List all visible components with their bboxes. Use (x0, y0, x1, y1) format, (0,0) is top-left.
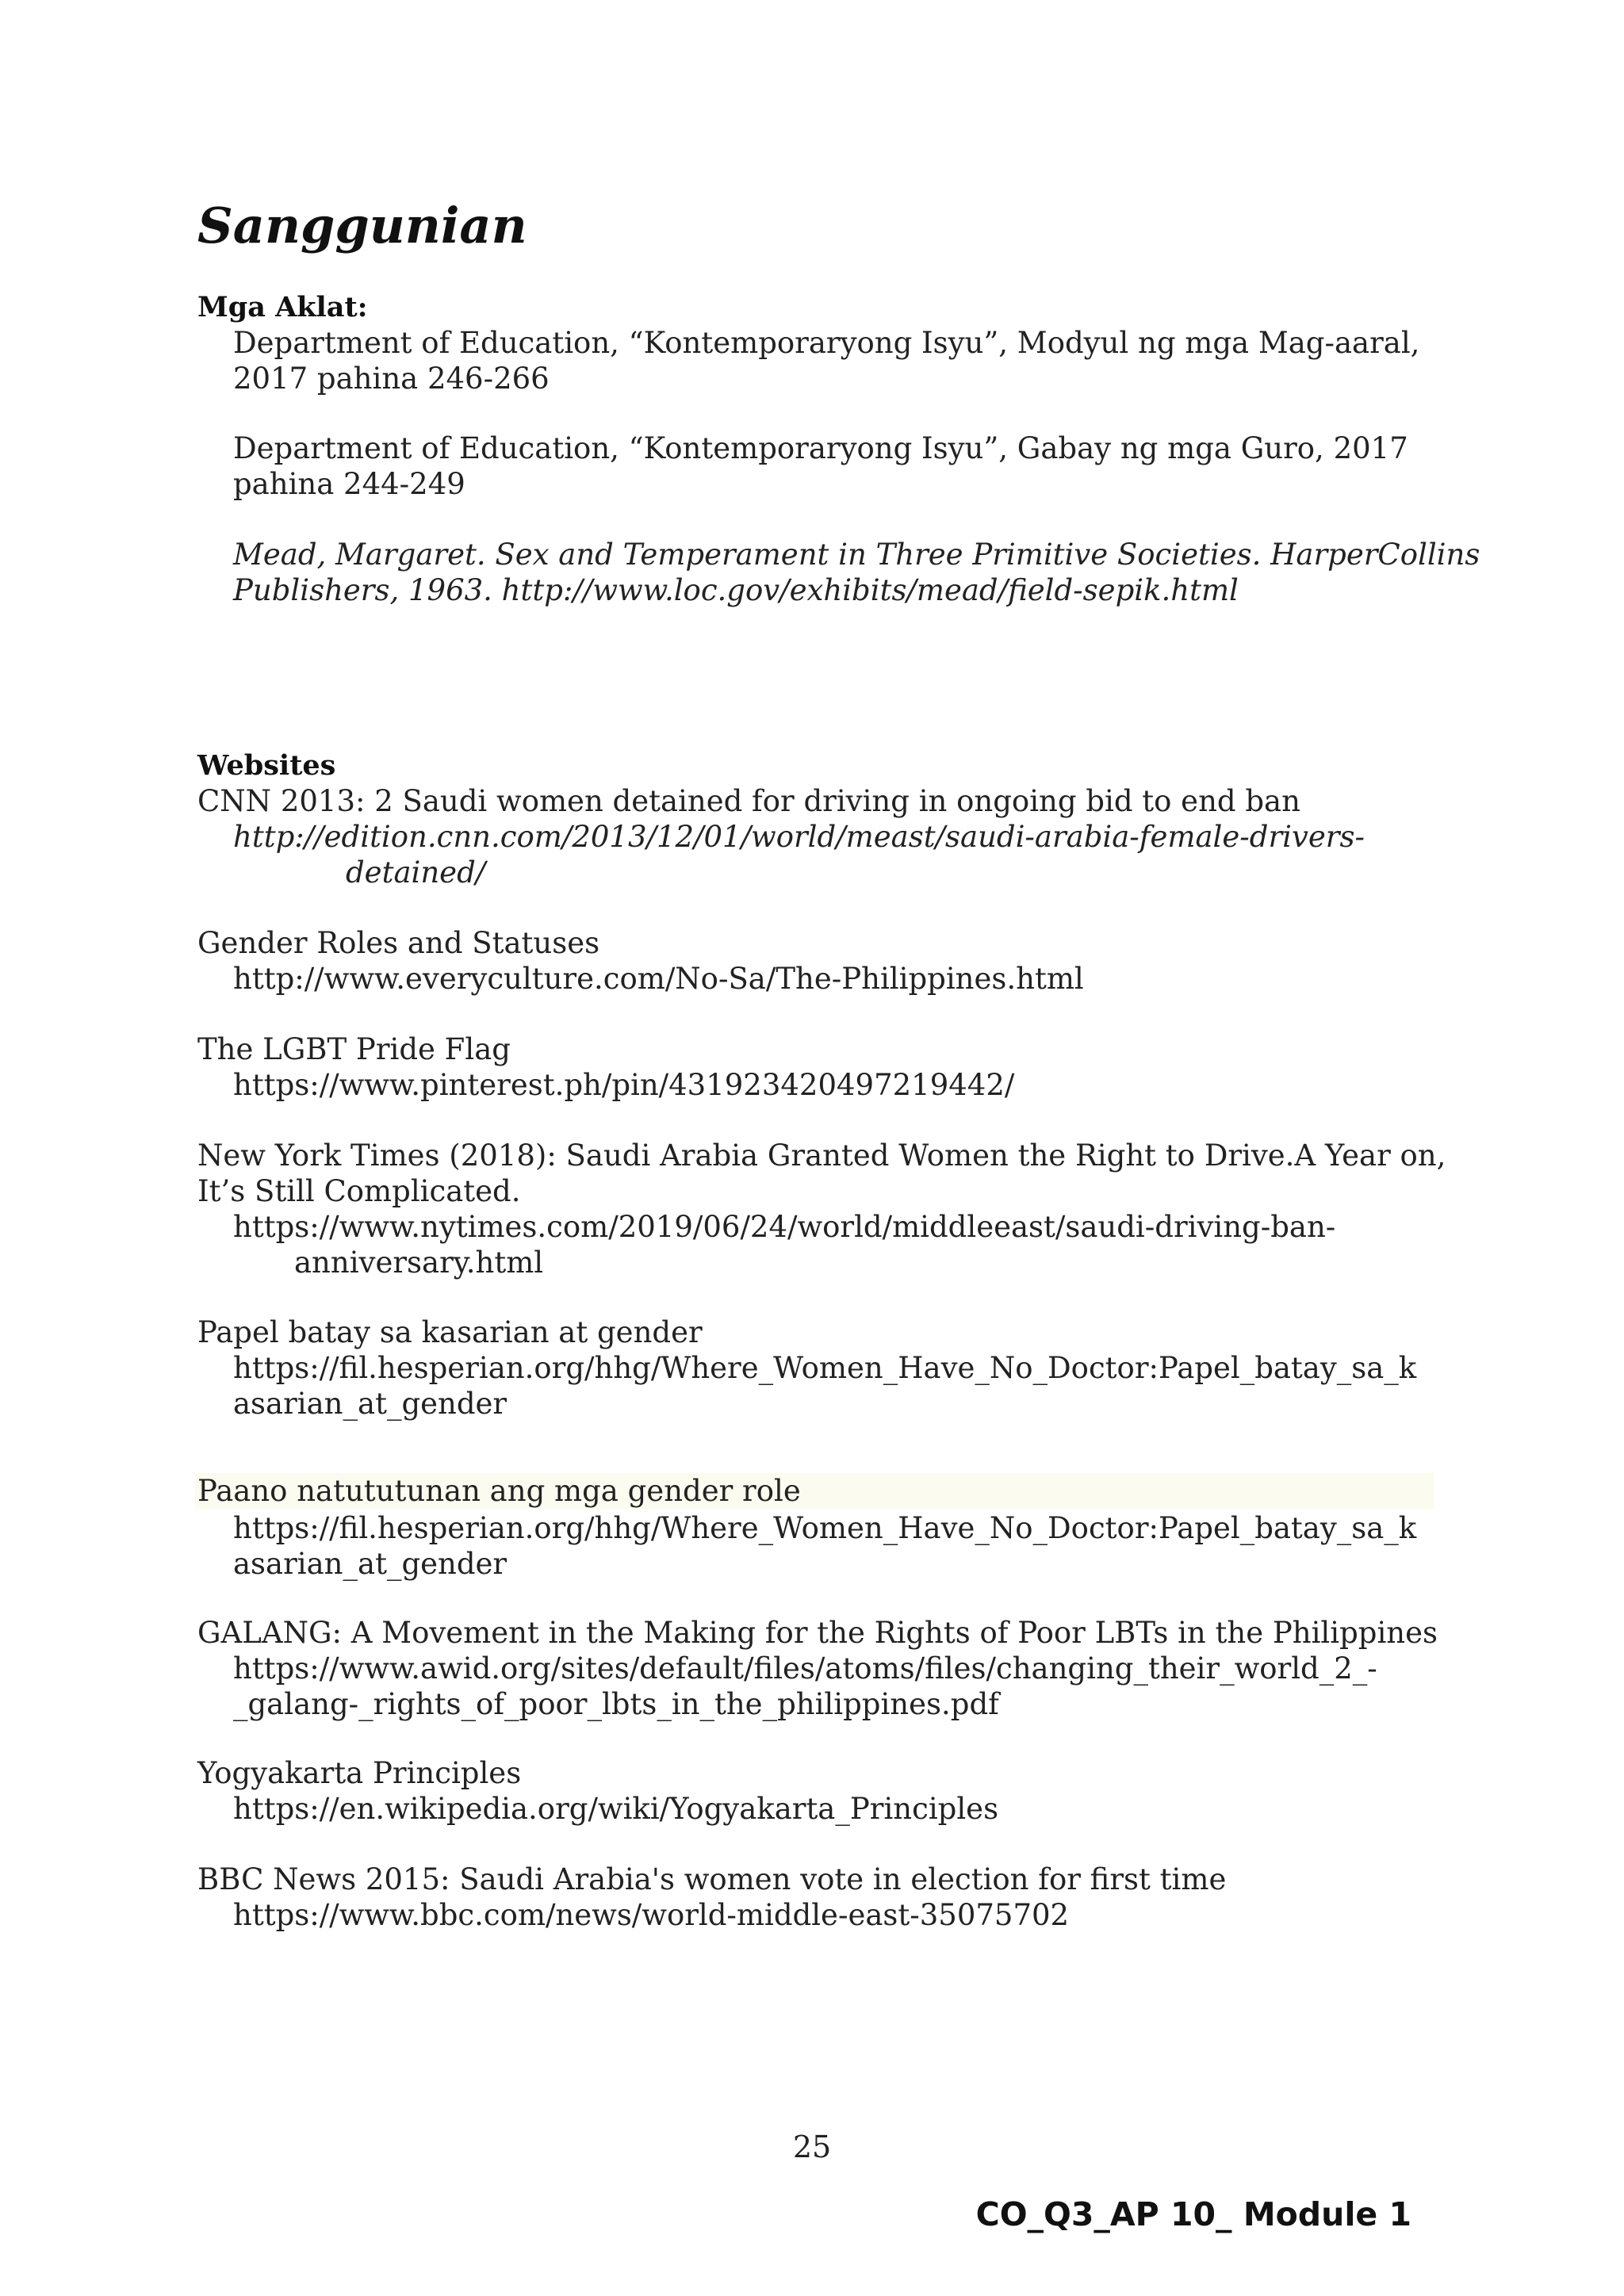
website-url: https://www.pinterest.ph/pin/431923420497219442/ (233, 1068, 1015, 1102)
website-title: Yogyakarta Principles (197, 1756, 522, 1790)
website-url: https://en.wikipedia.org/wiki/Yogyakarta_Principles (233, 1792, 999, 1826)
book-entry (233, 325, 1419, 396)
websites-heading: Websites (197, 749, 336, 782)
website-title: Papel batay sa kasarian at gender (197, 1315, 703, 1349)
book-entry-line: Department of Education, “Kontemporaryong Isyu”, Gabay ng mga Guro, 2017 (233, 431, 1408, 465)
website-url: https://www.bbc.com/news/world-middle-east-35075702 (233, 1898, 1070, 1932)
website-url: http://edition.cnn.com/2013/12/01/world/meast/saudi-arabia-female-drivers- (233, 820, 1365, 854)
book-entry-line: pahina 244-249 (233, 467, 465, 501)
website-url: https://www.awid.org/sites/default/files/atoms/files/changing_their_world_2_- (233, 1651, 1377, 1686)
website-url: https://www.nytimes.com/2019/06/24/world/middleeast/saudi-driving-ban- (233, 1210, 1336, 1244)
website-title: New York Times (2018): Saudi Arabia Granted Women the Right to Drive.A Year on, (197, 1138, 1446, 1173)
website-title: The LGBT Pride Flag (197, 1032, 511, 1066)
book-entry (233, 537, 1480, 608)
books-heading: Mga Aklat: (197, 291, 368, 323)
website-title: Paano natututunan ang mga gender role (197, 1474, 801, 1508)
website-title: GALANG: A Movement in the Making for the Rights of Poor LBTs in the Philippines (197, 1616, 1438, 1650)
website-title: Gender Roles and Statuses (197, 926, 600, 960)
website-url: anniversary.html (294, 1246, 544, 1280)
website-url: http://www.everyculture.com/No-Sa/The-Philippines.html (233, 962, 1084, 996)
website-url: https://fil.hesperian.org/hhg/Where_Women_Have_No_Doctor:Papel_batay_sa_k (233, 1511, 1417, 1545)
book-entry (233, 430, 1408, 502)
website-title: BBC News 2015: Saudi Arabia's women vote in election for first time (197, 1862, 1227, 1896)
book-entry-line: 2017 pahina 246-266 (233, 362, 550, 396)
website-url: https://fil.hesperian.org/hhg/Where_Women_Have_No_Doctor:Papel_batay_sa_k (233, 1351, 1417, 1385)
page-number: 25 (792, 2130, 832, 2164)
website-title: CNN 2013: 2 Saudi women detained for driving in ongoing bid to end ban (197, 784, 1300, 818)
module-code: CO_Q3_AP 10_ Module 1 (975, 2195, 1411, 2233)
book-entry-line: Mead, Margaret. Sex and Temperament in Three Primitive Societies. HarperCollins (233, 538, 1480, 572)
website-url: detained/ (346, 855, 486, 890)
website-title: It’s Still Complicated. (197, 1174, 521, 1208)
website-url: _galang-_rights_of_poor_lbts_in_the_philippines.pdf (233, 1687, 999, 1721)
website-url: asarian_at_gender (233, 1547, 508, 1581)
website-url: asarian_at_gender (233, 1387, 508, 1421)
book-entry-line: Publishers, 1963. http://www.loc.gov/exhibits/mead/field-sepik.html (233, 573, 1239, 607)
book-entry-line: Department of Education, “Kontemporaryong Isyu”, Modyul ng mga Mag-aaral, (233, 326, 1420, 360)
page-title: Sanggunian (197, 197, 527, 254)
